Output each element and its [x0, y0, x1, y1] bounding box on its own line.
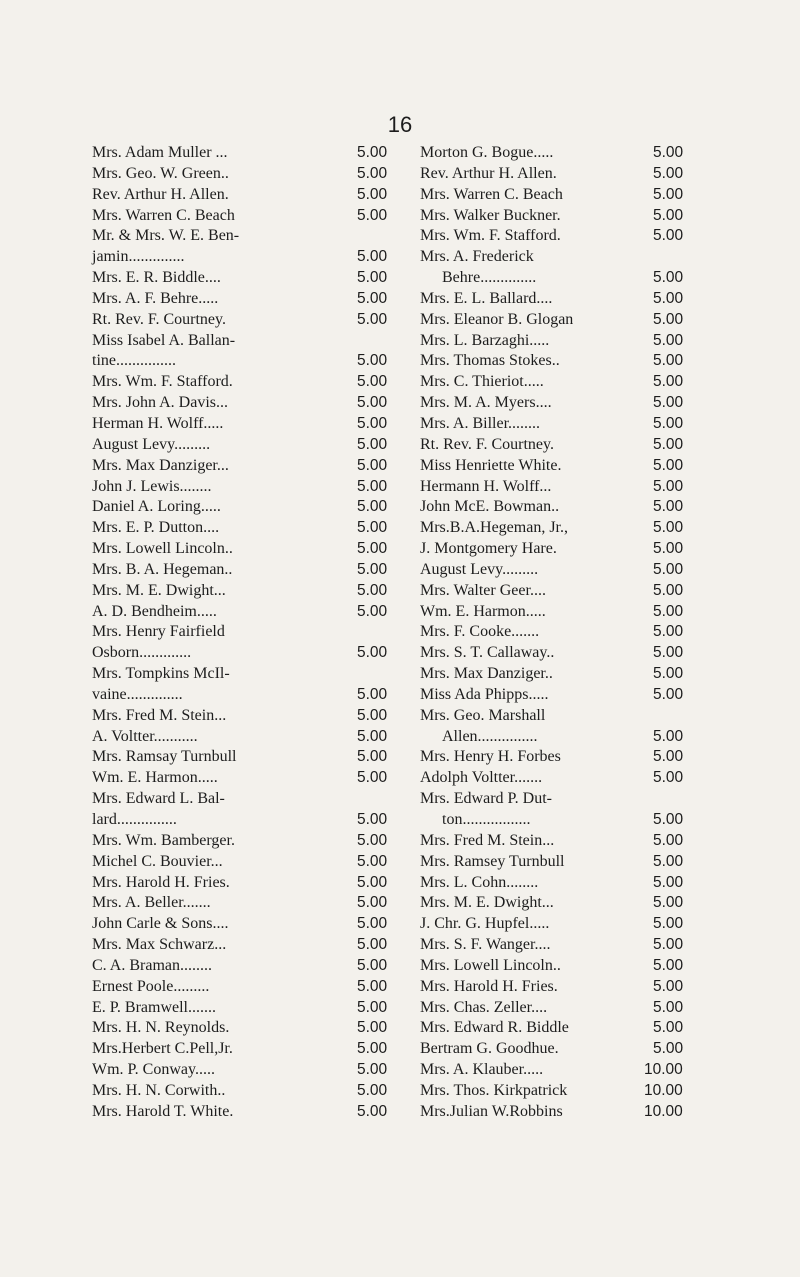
list-item	[420, 998, 720, 1019]
list-item	[420, 935, 720, 956]
donor-name: Mrs. Fred M. Stein...	[92, 706, 227, 724]
donor-name: Mrs. Lowell Lincoln..	[420, 956, 561, 974]
donation-amount: 5.00	[653, 331, 684, 349]
donation-amount: 5.00	[653, 164, 684, 182]
donation-amount: 5.00	[357, 560, 388, 578]
donation-amount: 5.00	[653, 852, 684, 870]
list-item	[420, 456, 720, 477]
right-column	[420, 143, 720, 1123]
donor-name: John J. Lewis........	[92, 477, 212, 495]
list-item	[420, 518, 720, 539]
donor-name: J. Montgomery Hare.	[420, 540, 557, 558]
donation-amount: 5.00	[653, 769, 684, 787]
donation-amount: 5.00	[653, 540, 684, 558]
donation-amount: 5.00	[653, 373, 684, 391]
list-item	[92, 1081, 420, 1102]
list-item	[420, 1060, 720, 1081]
donor-name: Mrs. L. Cohn........	[420, 873, 539, 891]
donation-amount: 5.00	[653, 977, 684, 995]
list-item	[420, 1102, 720, 1123]
list-item	[92, 518, 420, 539]
list-item	[92, 414, 420, 435]
donor-name: Mrs. C. Thieriot.....	[420, 373, 544, 391]
donation-amount: 5.00	[357, 936, 388, 954]
donation-amount: 5.00	[653, 956, 684, 974]
donor-name: Wm. P. Conway.....	[92, 1061, 215, 1079]
list-item	[92, 810, 420, 831]
list-item	[92, 143, 420, 164]
donor-name: Allen...............	[442, 727, 538, 745]
list-item	[92, 893, 420, 914]
donation-amount: 5.00	[653, 352, 684, 370]
list-item	[92, 1060, 420, 1081]
donor-name: Mrs. Ramsay Turnbull	[92, 748, 237, 766]
donor-name: Daniel A. Loring.....	[92, 498, 221, 516]
donor-name: Mrs. Adam Muller ...	[92, 144, 228, 161]
donation-amount: 5.00	[357, 1081, 388, 1099]
donor-name: C. A. Braman........	[92, 956, 212, 974]
donation-amount: 5.00	[653, 811, 684, 828]
list-item	[92, 747, 420, 768]
donation-amount: 5.00	[357, 581, 388, 599]
list-item	[92, 477, 420, 498]
donor-name: jamin..............	[92, 248, 185, 266]
donor-name: August Levy.........	[92, 435, 211, 453]
donation-amount: 5.00	[653, 915, 684, 933]
donor-name: Mrs. A. Klauber.....	[420, 1061, 544, 1079]
donor-name: A. Voltter...........	[92, 727, 198, 745]
list-item	[92, 914, 420, 935]
donor-name: Herman H. Wolff.....	[92, 414, 224, 432]
list-item	[420, 477, 720, 498]
donor-name: Mrs. E. R. Biddle....	[92, 269, 221, 287]
donor-name: Morton G. Bogue.....	[420, 144, 554, 161]
list-item	[92, 977, 420, 998]
donation-amount: 5.00	[653, 998, 684, 1016]
list-item	[420, 852, 720, 873]
donor-name: Mrs. Max Danziger...	[92, 456, 229, 474]
donor-name: Mrs. A. Frederick	[420, 248, 534, 266]
donor-name: Bertram G. Goodhue.	[420, 1040, 559, 1058]
donor-name: Mrs. A. Beller.......	[92, 894, 211, 912]
donor-name: Mrs. A. Biller........	[420, 414, 541, 432]
donation-amount: 5.00	[357, 873, 388, 891]
donor-name: Wm. E. Harmon.....	[92, 769, 218, 787]
donor-name: Wm. E. Harmon.....	[420, 602, 546, 620]
donor-name: Mrs. L. Barzaghi.....	[420, 331, 550, 349]
donation-amount: 5.00	[357, 289, 388, 307]
donation-amount: 10.00	[644, 1102, 683, 1120]
donation-amount: 10.00	[644, 1081, 683, 1099]
list-item	[420, 956, 720, 977]
donor-name: Mrs. Edward R. Biddle	[420, 1019, 569, 1037]
donor-name: Rt. Rev. F. Courtney.	[92, 310, 226, 328]
donor-name: Mrs. S. T. Callaway..	[420, 644, 555, 662]
list-item	[92, 435, 420, 456]
donor-name: ton.................	[442, 811, 531, 828]
donor-name: Mrs. H. N. Reynolds.	[92, 1019, 230, 1037]
donation-amount: 5.00	[653, 414, 684, 432]
list-item	[92, 831, 420, 852]
donation-amount: 5.00	[653, 665, 684, 683]
list-item	[92, 727, 420, 748]
donation-amount: 5.00	[653, 602, 684, 620]
donor-name: Adolph Voltter.......	[420, 769, 543, 787]
list-item	[92, 351, 420, 372]
donor-name: tine...............	[92, 352, 176, 370]
donation-amount: 5.00	[653, 498, 684, 516]
list-item	[420, 289, 720, 310]
donor-name: Mrs. Max Schwarz...	[92, 936, 227, 954]
list-item	[420, 602, 720, 623]
donation-amount: 5.00	[357, 894, 388, 912]
list-item	[420, 539, 720, 560]
list-item	[92, 956, 420, 977]
donor-name: A. D. Bendheim.....	[92, 602, 217, 620]
list-item	[92, 852, 420, 873]
donor-name: Mrs. A. F. Behre.....	[92, 289, 219, 307]
donation-amount: 5.00	[653, 873, 684, 891]
donor-name: Mrs.Herbert C.Pell,Jr.	[92, 1040, 233, 1058]
donor-name: Mrs. Geo. W. Green..	[92, 164, 229, 182]
list-item	[92, 560, 420, 581]
list-item	[420, 560, 720, 581]
donor-name: Mrs. Walter Geer....	[420, 581, 546, 599]
list-item	[420, 643, 720, 664]
donation-amount: 5.00	[357, 1102, 388, 1120]
donor-name: Mrs.B.A.Hegeman, Jr.,	[420, 519, 568, 537]
list-item	[92, 456, 420, 477]
donation-amount: 5.00	[653, 560, 684, 578]
list-item	[420, 873, 720, 894]
donation-amount: 5.00	[357, 435, 388, 453]
donation-amount: 5.00	[653, 644, 684, 662]
list-item	[420, 247, 720, 268]
donor-name: J. Chr. G. Hupfel.....	[420, 915, 550, 933]
donation-amount: 5.00	[357, 498, 388, 516]
donation-amount: 5.00	[653, 581, 684, 599]
donation-amount: 5.00	[357, 477, 388, 495]
left-column	[92, 143, 420, 1123]
donation-amount: 5.00	[357, 414, 388, 432]
list-item	[420, 310, 720, 331]
donor-name: Mrs. Walker Buckner.	[420, 206, 561, 224]
donation-amount: 5.00	[357, 394, 388, 412]
donation-amount: 5.00	[357, 1061, 388, 1079]
list-item	[92, 706, 420, 727]
list-item	[92, 331, 420, 352]
list-item	[92, 164, 420, 185]
donation-amount: 5.00	[357, 519, 388, 537]
donor-name: John McE. Bowman..	[420, 498, 560, 516]
donor-name: Miss Isabel A. Ballan-	[92, 331, 236, 349]
donor-name: Mrs. Warren C. Beach	[420, 185, 563, 203]
list-item	[92, 1102, 420, 1123]
donation-amount: 5.00	[357, 956, 388, 974]
list-item	[92, 226, 420, 247]
donor-name: Ernest Poole.........	[92, 977, 210, 995]
donor-name: Mrs. Ramsey Turnbull	[420, 852, 565, 870]
donor-name: Mrs. Harold H. Fries.	[420, 977, 558, 995]
donation-amount: 5.00	[357, 540, 388, 558]
donor-name: August Levy.........	[420, 560, 539, 578]
donation-amount: 5.00	[653, 144, 684, 161]
list-item	[92, 789, 420, 810]
donation-amount: 5.00	[357, 248, 388, 266]
donor-name: Rt. Rev. F. Courtney.	[420, 435, 554, 453]
donor-name: Mrs. Edward L. Bal-	[92, 790, 225, 808]
donation-amount: 5.00	[357, 748, 388, 766]
donation-amount: 5.00	[653, 1040, 684, 1058]
donor-name: Mrs. Wm. F. Stafford.	[420, 227, 561, 245]
donation-amount: 5.00	[653, 894, 684, 912]
donation-amount: 5.00	[653, 831, 684, 849]
donation-amount: 5.00	[357, 144, 388, 161]
list-item	[420, 414, 720, 435]
list-item	[420, 768, 720, 789]
donor-name: Mrs. Geo. Marshall	[420, 706, 546, 724]
donor-name: Mrs. B. A. Hegeman..	[92, 560, 233, 578]
donor-name: Mrs. Edward P. Dut-	[420, 790, 552, 808]
list-item	[420, 497, 720, 518]
list-item	[420, 914, 720, 935]
list-item	[420, 831, 720, 852]
donor-name: Miss Ada Phipps.....	[420, 685, 549, 703]
list-item	[420, 185, 720, 206]
list-item	[420, 331, 720, 352]
donation-amount: 5.00	[357, 831, 388, 849]
list-item	[420, 893, 720, 914]
donation-amount: 5.00	[357, 206, 388, 224]
donor-name: Mrs. Thomas Stokes..	[420, 352, 560, 370]
donor-name: Mrs. E. P. Dutton....	[92, 519, 220, 537]
donor-name: Mrs. M. E. Dwight...	[420, 894, 554, 912]
list-item	[92, 643, 420, 664]
list-item	[420, 977, 720, 998]
donor-name: Hermann H. Wolff...	[420, 477, 552, 495]
donor-name: Mrs. Max Danziger..	[420, 665, 553, 683]
donor-name: Mrs. F. Cooke.......	[420, 623, 540, 641]
donor-name: Mrs. Eleanor B. Glogan	[420, 310, 574, 328]
donation-amount: 5.00	[653, 289, 684, 307]
list-item	[420, 1018, 720, 1039]
list-item	[420, 268, 720, 289]
donation-amount: 5.00	[357, 706, 388, 724]
list-item	[420, 1081, 720, 1102]
list-item	[420, 393, 720, 414]
list-item	[92, 185, 420, 206]
donor-name: Mrs. E. L. Ballard....	[420, 289, 553, 307]
donor-name: Mrs. Fred M. Stein...	[420, 831, 555, 849]
list-item	[92, 393, 420, 414]
list-item	[420, 706, 720, 727]
list-item	[420, 810, 720, 831]
donor-name: Mrs. H. N. Corwith..	[92, 1081, 226, 1099]
donation-amount: 5.00	[357, 852, 388, 870]
donor-name: Mrs. Harold H. Fries.	[92, 873, 230, 891]
donor-name: Mrs. Henry Fairfield	[92, 623, 225, 641]
donation-amount: 5.00	[357, 185, 388, 203]
list-item	[92, 539, 420, 560]
donation-amount: 5.00	[357, 769, 388, 787]
donor-name: Mr. & Mrs. W. E. Ben-	[92, 227, 240, 245]
donation-amount: 10.00	[644, 1061, 683, 1079]
donation-amount: 5.00	[653, 477, 684, 495]
list-item	[92, 372, 420, 393]
list-item	[92, 768, 420, 789]
donation-amount: 5.00	[653, 1019, 684, 1037]
donor-name: Rev. Arthur H. Allen.	[420, 164, 557, 182]
donation-amount: 5.00	[357, 1019, 388, 1037]
donor-name: John Carle & Sons....	[92, 915, 229, 933]
list-item	[420, 622, 720, 643]
list-item	[420, 143, 720, 164]
list-item	[420, 789, 720, 810]
donation-amount: 5.00	[357, 310, 388, 328]
donor-name: Mrs. John A. Davis...	[92, 394, 229, 412]
donation-amount: 5.00	[653, 748, 684, 766]
page-number: 16	[387, 112, 413, 137]
donation-amount: 5.00	[653, 227, 684, 245]
donation-amount: 5.00	[357, 602, 388, 620]
list-item	[420, 435, 720, 456]
donor-name: Michel C. Bouvier...	[92, 852, 223, 870]
list-item	[92, 935, 420, 956]
list-item	[92, 602, 420, 623]
list-item	[420, 164, 720, 185]
donor-name: Mrs. Henry H. Forbes	[420, 748, 561, 766]
list-item	[420, 206, 720, 227]
list-item	[92, 310, 420, 331]
donor-name: Mrs. S. F. Wanger....	[420, 936, 551, 954]
donation-amount: 5.00	[653, 685, 684, 703]
donor-name: E. P. Bramwell.......	[92, 998, 216, 1016]
list-item	[92, 1018, 420, 1039]
donor-name: Mrs. Tompkins McIl-	[92, 665, 230, 683]
donor-name: Mrs. M. A. Myers....	[420, 394, 552, 412]
donation-amount: 5.00	[653, 185, 684, 203]
list-item	[92, 685, 420, 706]
donor-name: Mrs. Chas. Zeller....	[420, 998, 548, 1016]
list-item	[420, 747, 720, 768]
donation-amount: 5.00	[653, 727, 684, 745]
donation-amount: 5.00	[357, 811, 388, 828]
donation-amount: 5.00	[357, 977, 388, 995]
list-item	[420, 685, 720, 706]
donor-name: Miss Henriette White.	[420, 456, 562, 474]
donation-amount: 5.00	[653, 936, 684, 954]
donation-amount: 5.00	[357, 998, 388, 1016]
donor-name: Mrs. Thos. Kirkpatrick	[420, 1081, 568, 1099]
donation-amount: 5.00	[653, 269, 684, 287]
donation-amount: 5.00	[357, 352, 388, 370]
donation-amount: 5.00	[357, 373, 388, 391]
list-item	[92, 1039, 420, 1060]
donation-amount: 5.00	[357, 269, 388, 287]
list-item	[420, 581, 720, 602]
donor-name: Mrs. Wm. F. Stafford.	[92, 373, 233, 391]
donor-name: Osborn.............	[92, 644, 192, 662]
list-item	[92, 581, 420, 602]
donor-name: Mrs. Harold T. White.	[92, 1102, 234, 1120]
list-item	[92, 622, 420, 643]
list-item	[92, 247, 420, 268]
donor-name: Mrs.Julian W.Robbins	[420, 1102, 563, 1120]
donor-name: Mrs. Wm. Bamberger.	[92, 831, 235, 849]
list-item	[92, 206, 420, 227]
donation-amount: 5.00	[357, 685, 388, 703]
donation-amount: 5.00	[357, 727, 388, 745]
donor-name: Behre..............	[442, 269, 537, 287]
list-item	[420, 226, 720, 247]
list-item	[92, 998, 420, 1019]
donor-name: Mrs. Warren C. Beach	[92, 206, 235, 224]
list-item	[420, 1039, 720, 1060]
donation-amount: 5.00	[653, 394, 684, 412]
list-item	[420, 664, 720, 685]
list-item	[92, 289, 420, 310]
donation-amount: 5.00	[357, 915, 388, 933]
list-item	[92, 873, 420, 894]
donation-amount: 5.00	[653, 456, 684, 474]
list-item	[420, 351, 720, 372]
donor-name: vaine..............	[92, 685, 183, 703]
donation-amount: 5.00	[653, 206, 684, 224]
donation-amount: 5.00	[357, 1040, 388, 1058]
donor-name: Mrs. M. E. Dwight...	[92, 581, 226, 599]
donor-name: Mrs. Lowell Lincoln..	[92, 540, 233, 558]
donation-amount: 5.00	[653, 435, 684, 453]
donation-amount: 5.00	[357, 456, 388, 474]
list-item	[92, 268, 420, 289]
list-item	[92, 497, 420, 518]
list-item	[420, 727, 720, 748]
donation-amount: 5.00	[357, 644, 388, 662]
donation-amount: 5.00	[653, 310, 684, 328]
donor-name: Rev. Arthur H. Allen.	[92, 185, 229, 203]
donation-amount: 5.00	[653, 623, 684, 641]
donation-amount: 5.00	[357, 164, 388, 182]
list-item	[420, 372, 720, 393]
list-item	[92, 664, 420, 685]
donation-amount: 5.00	[653, 519, 684, 537]
donor-name: lard...............	[92, 811, 177, 828]
